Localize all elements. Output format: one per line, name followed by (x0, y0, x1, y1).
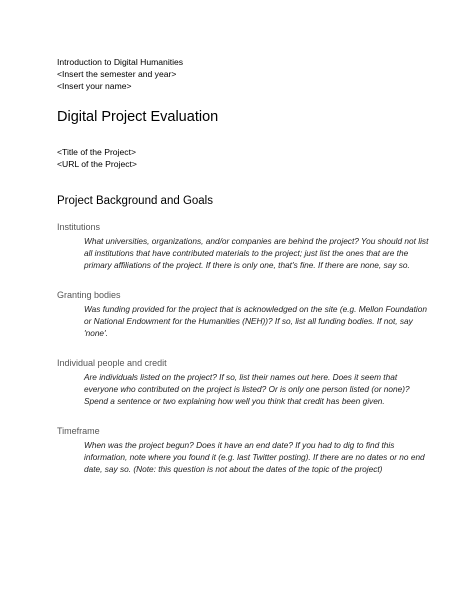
project-info (57, 146, 427, 170)
document-header (57, 56, 427, 92)
section-timeframe (57, 425, 427, 475)
project-url-placeholder: <URL of the Project> (57, 159, 137, 169)
section-heading-background: Project Background and Goals (57, 195, 213, 207)
instructions-timeframe: When was the project begun? Does it have an end date? If you had to dig to find this information, note where you found it (e.g. last Twitter posting). If there are no dates or no end date, say so. (Note: this question is not about the dates of the topic of the project) (84, 440, 425, 474)
project-title-placeholder: <Title of the Project> (57, 147, 136, 157)
subheading-timeframe: Timeframe (57, 426, 100, 436)
document-title: Digital Project Evaluation (57, 109, 219, 125)
section-individual-people (57, 357, 427, 407)
instructions-individual-people: Are individuals listed on the project? If so, list their names out here. Does it seem that everyone who contributed on the project is listed? Or is only one person listed (or none)? Spend a sentence or two explaining how well you think that credit has been given. (84, 372, 410, 406)
course-name: Introduction to Digital Humanities (57, 57, 184, 67)
subheading-granting-bodies: Granting bodies (57, 290, 121, 300)
instructions-institutions: What universities, organizations, and/or companies are behind the project? You should not list all institutions that have contributed materials to the project; just list the ones that are the primary affiliations of the project. If there is only one, that's fine. If there are none, say so. (84, 236, 429, 270)
section-institutions (57, 221, 427, 271)
semester-placeholder: <Insert the semester and year> (57, 69, 177, 79)
section-granting-bodies (57, 289, 427, 339)
subheading-institutions: Institutions (57, 222, 101, 232)
subheading-individual-people: Individual people and credit (57, 358, 167, 368)
student-name-placeholder: <Insert your name> (57, 81, 132, 91)
background-sections (57, 221, 427, 475)
instructions-granting-bodies: Was funding provided for the project that is acknowledged on the site (e.g. Mellon Foundation or National Endowment for the Humanities (NEH))? If so, list all funding bodies. If not, say 'none'. (84, 304, 427, 338)
document-content (57, 56, 427, 475)
